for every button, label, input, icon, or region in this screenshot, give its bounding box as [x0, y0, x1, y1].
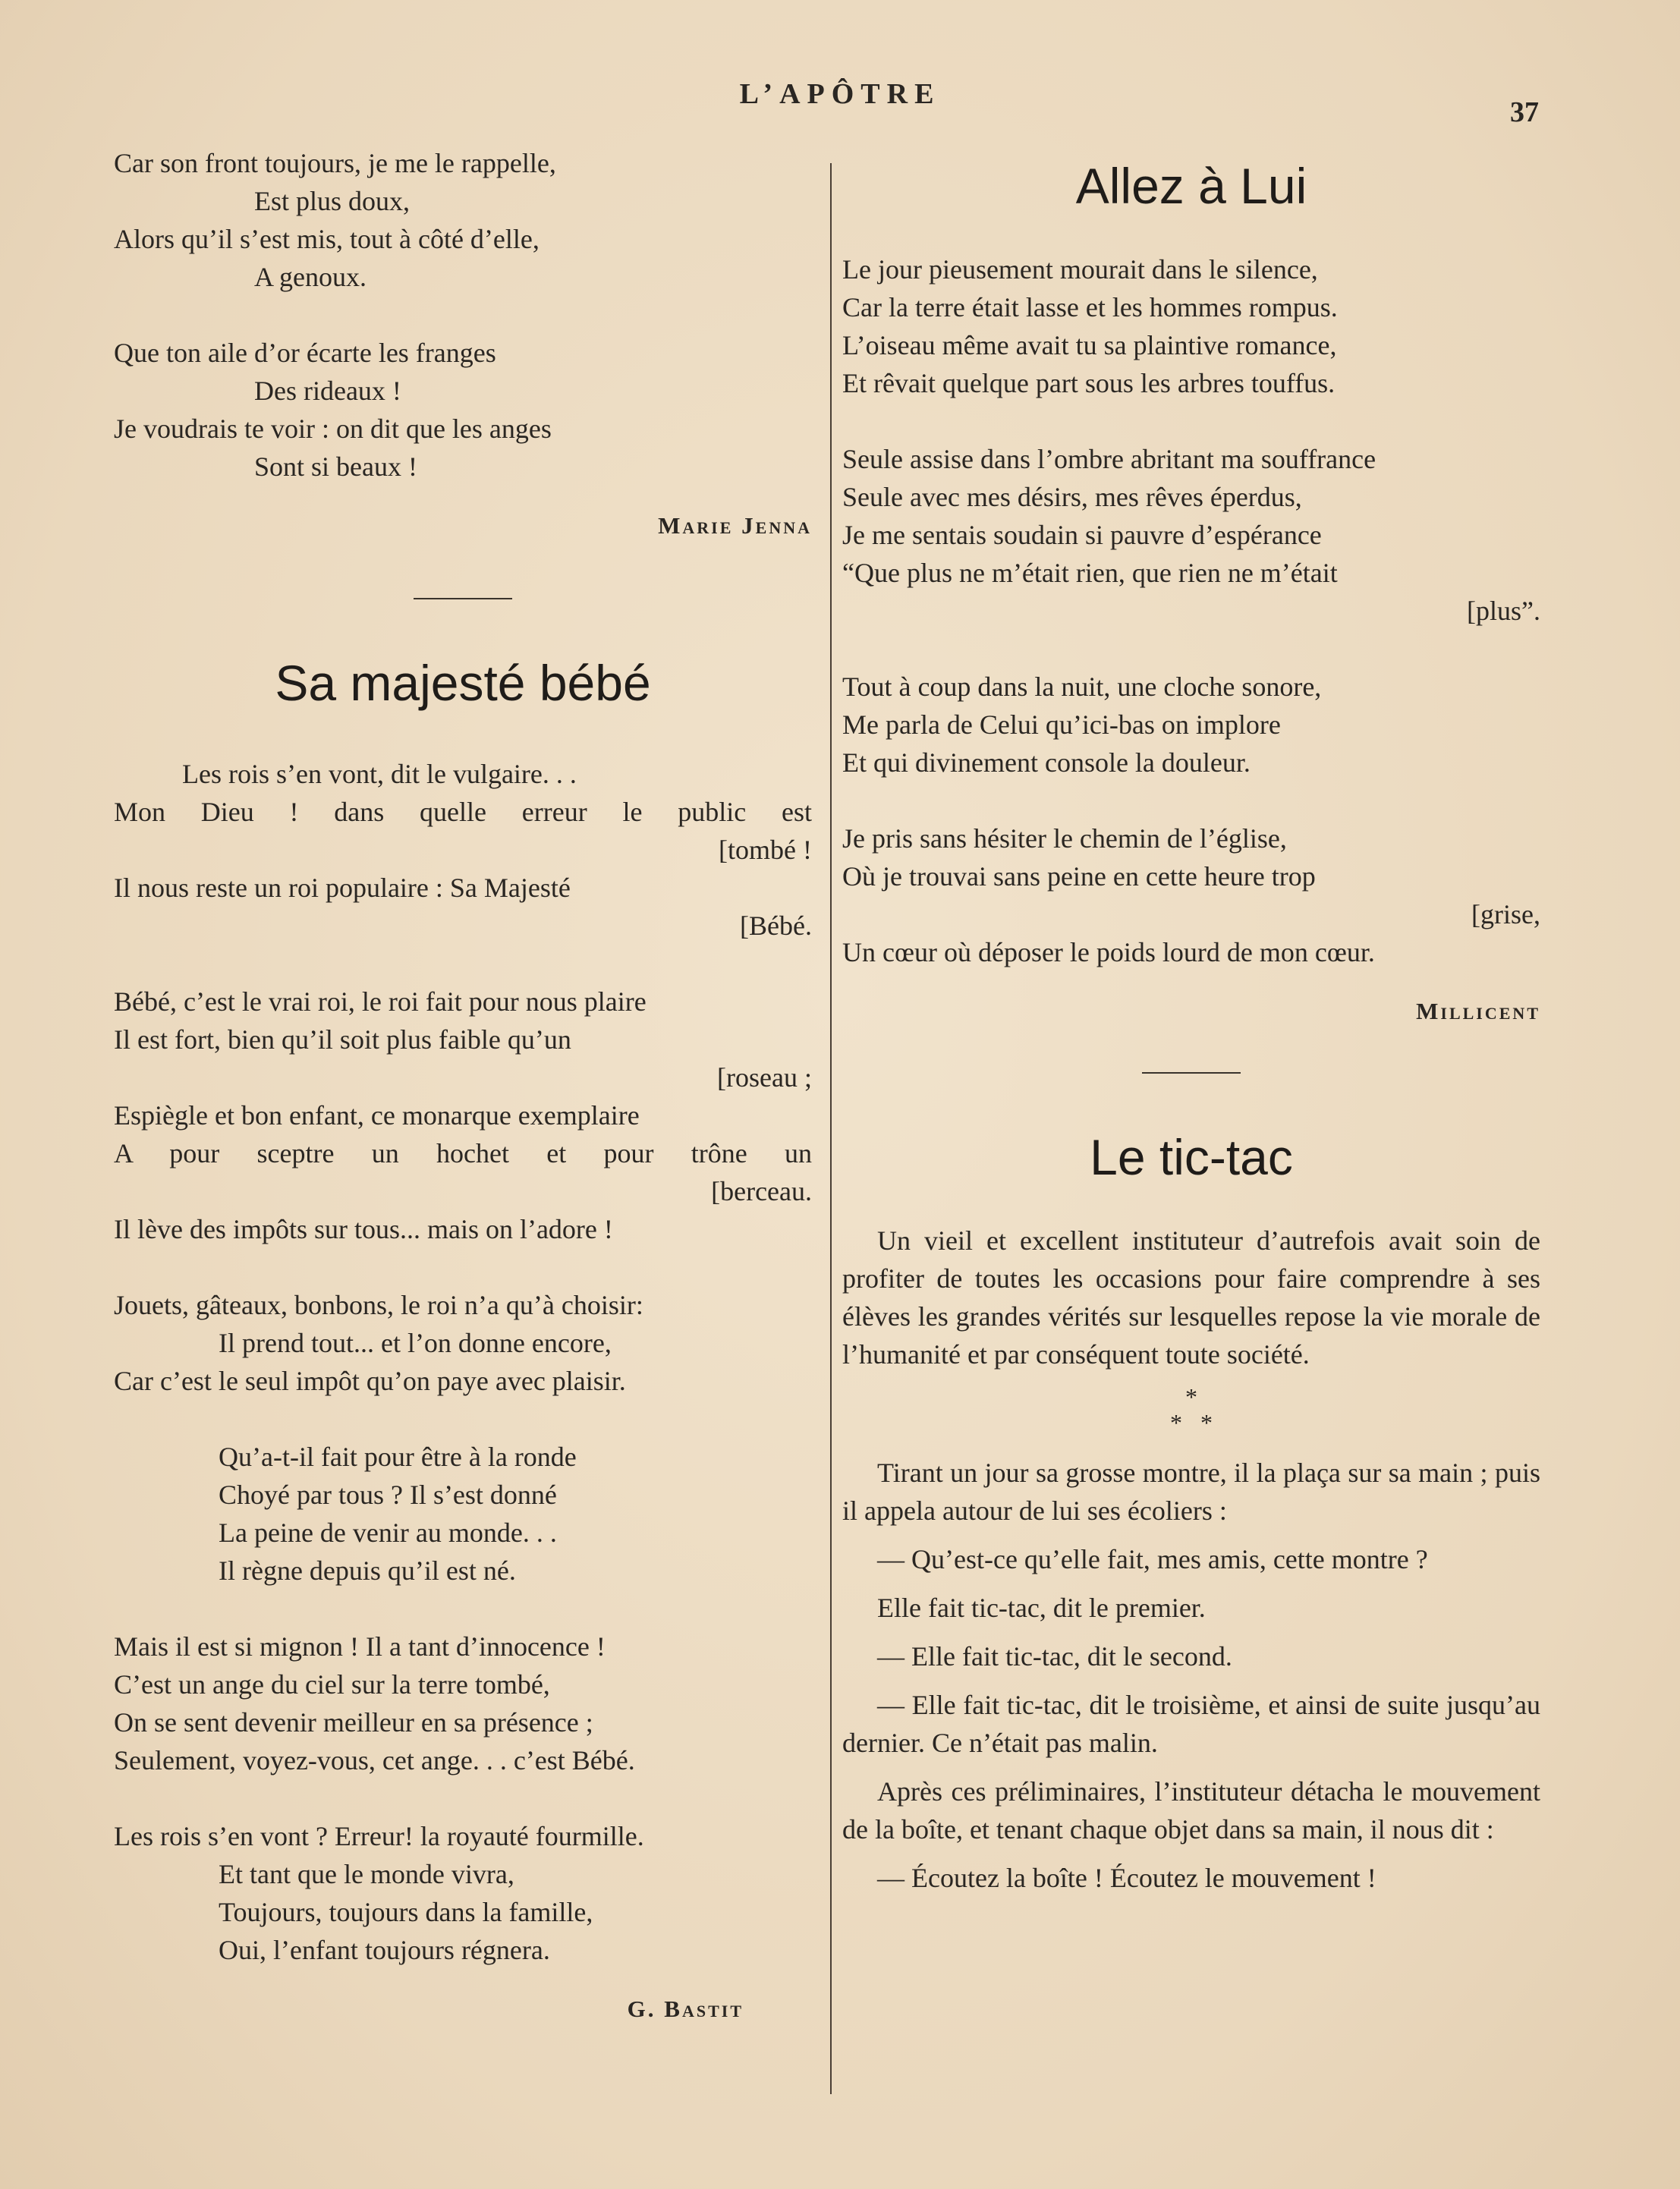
verse-line: Il est fort, bien qu’il soit plus faible qu’un [114, 1024, 571, 1055]
verse-line: Et qui divinement console la douleur. [842, 747, 1251, 778]
verse-line: [Bébé. [740, 911, 812, 941]
verse-line: Mais il est si mignon ! Il a tant d’innocence ! [114, 1631, 606, 1662]
column-divider [830, 163, 832, 2094]
article-title-le-tic-tac: Le tic-tac [1090, 1129, 1293, 1185]
verse-line: Qu’a-t-il fait pour être à la ronde [219, 1442, 577, 1472]
article-body [842, 1222, 1540, 1897]
verse-line: Bébé, c’est le vrai roi, le roi fait pour nous plaire [114, 986, 647, 1017]
right-column [842, 144, 1540, 1908]
article-paragraphs [842, 1454, 1540, 1897]
poem-sa-majeste-bebe [114, 755, 812, 1969]
article-paragraph: — Elle fait tic-tac, dit le troisième, et ainsi de suite jusqu’au dernier. Ce n’était pas malin. [842, 1690, 1540, 1758]
verse-line: [berceau. [711, 1176, 812, 1206]
verse-line: Tout à coup dans la nuit, une cloche sonore, [842, 671, 1322, 702]
verse-line: A genoux. [254, 262, 367, 292]
verse-line: Les rois s’en vont ? Erreur! la royauté fourmille. [114, 1821, 644, 1851]
article-paragraph: Elle fait tic-tac, dit le premier. [877, 1593, 1206, 1623]
article-paragraph: Après ces préliminaires, l’instituteur détacha le mouvement de la boîte, et tenant chaque objet dans sa main, il nous dit : [842, 1776, 1540, 1845]
verse-line: Me parla de Celui qu’ici-bas on implore [842, 709, 1281, 740]
verse-line: Car son front toujours, je me le rappelle, [114, 148, 556, 178]
verse-line: Que ton aile d’or écarte les franges [114, 338, 496, 368]
verse-line: Où je trouvai sans peine en cette heure trop [842, 861, 1316, 892]
section-stars: * * * [1170, 1383, 1213, 1436]
verse-line: Je voudrais te voir : on dit que les anges [114, 414, 552, 444]
verse-line: [grise, [1471, 899, 1540, 929]
verse-line: Est plus doux, [254, 186, 411, 216]
verse-line: Il nous reste un roi populaire : Sa Majesté [114, 873, 571, 903]
verse-line: Toujours, toujours dans la famille, [219, 1897, 593, 1927]
verse-line: Oui, l’enfant toujours régnera. [219, 1935, 550, 1965]
verse-line: Jouets, gâteaux, bonbons, le roi n’a qu’à choisir: [114, 1290, 643, 1320]
poem-end-stanzas [114, 144, 812, 486]
verse-line: Et tant que le monde vivra, [219, 1859, 514, 1889]
article-paragraph: — Elle fait tic-tac, dit le second. [877, 1641, 1232, 1672]
verse-line: C’est un ange du ciel sur la terre tombé, [114, 1669, 550, 1700]
page-number: 37 [1510, 96, 1539, 128]
verse-line: A pour sceptre un hochet et pour trône un [114, 1138, 812, 1168]
verse-line: [plus”. [1467, 596, 1540, 626]
left-column [114, 144, 812, 2028]
verse-line: Seule assise dans l’ombre abritant ma souffrance [842, 444, 1376, 474]
poem-title-allez-a-lui: Allez à Lui [1075, 158, 1307, 214]
verse-line: Un cœur où déposer le poids lourd de mon cœur. [842, 937, 1375, 967]
verse-line: Le jour pieusement mourait dans le silence, [842, 254, 1318, 285]
verse-line: Espiègle et bon enfant, ce monarque exemplaire [114, 1100, 640, 1131]
verse-line: Il règne depuis qu’il est né. [219, 1555, 516, 1586]
verse-line: On se sent devenir meilleur en sa présence ; [114, 1707, 593, 1738]
author-g-bastit: G. Bastit [627, 1996, 744, 2022]
verse-line: [roseau ; [717, 1062, 812, 1093]
verse-line: L’oiseau même avait tu sa plaintive romance, [842, 330, 1337, 360]
verse-line: Les rois s’en vont, dit le vulgaire. . . [182, 759, 577, 789]
article-paragraph: — Qu’est-ce qu’elle fait, mes amis, cette montre ? [877, 1544, 1428, 1574]
author-millicent: Millicent [1416, 998, 1540, 1024]
author-marie-jenna: Marie Jenna [658, 512, 812, 539]
verse-line: Car c’est le seul impôt qu’on paye avec plaisir. [114, 1366, 626, 1396]
verse-line: “Que plus ne m’était rien, que rien ne m’était [842, 558, 1338, 588]
verse-line: La peine de venir au monde. . . [219, 1518, 557, 1548]
running-header: L’APÔTRE [739, 78, 941, 110]
verse-line: Il lève des impôts sur tous... mais on l’adore ! [114, 1214, 613, 1244]
poem-title-sa-majeste-bebe: Sa majesté bébé [275, 655, 651, 711]
article-paragraph: — Écoutez la boîte ! Écoutez le mouvement ! [877, 1863, 1376, 1893]
article-paragraph: Tirant un jour sa grosse montre, il la plaça sur sa main ; puis il appela autour de lui ses écoliers : [842, 1458, 1540, 1526]
verse-line: Des rideaux ! [254, 376, 401, 406]
verse-line: Sont si beaux ! [254, 451, 417, 482]
poem-allez-a-lui [842, 250, 1540, 971]
verse-line: Je me sentais soudain si pauvre d’espérance [842, 520, 1322, 550]
verse-line: Il prend tout... et l’on donne encore, [219, 1328, 612, 1358]
verse-line: Je pris sans hésiter le chemin de l’église, [842, 823, 1287, 854]
verse-line: Seule avec mes désirs, mes rêves éperdus, [842, 482, 1302, 512]
verse-line: Choyé par tous ? Il s’est donné [219, 1480, 557, 1510]
verse-line: Mon Dieu ! dans quelle erreur le public est [114, 797, 812, 827]
article-paragraph: Un vieil et excellent instituteur d’autrefois avait soin de profiter de toutes les occasions pour faire comprendre à ses élèves les grandes vérités sur lesquelles repose la vie morale de l’humanité et par conséquent toute société. [842, 1225, 1540, 1370]
verse-line: Car la terre était lasse et les hommes rompus. [842, 292, 1338, 322]
verse-line: [tombé ! [719, 835, 812, 865]
verse-line: Alors qu’il s’est mis, tout à côté d’elle, [114, 224, 540, 254]
verse-line: Et rêvait quelque part sous les arbres touffus. [842, 368, 1336, 398]
verse-line: Seulement, voyez-vous, cet ange. . . c’est Bébé. [114, 1745, 635, 1775]
